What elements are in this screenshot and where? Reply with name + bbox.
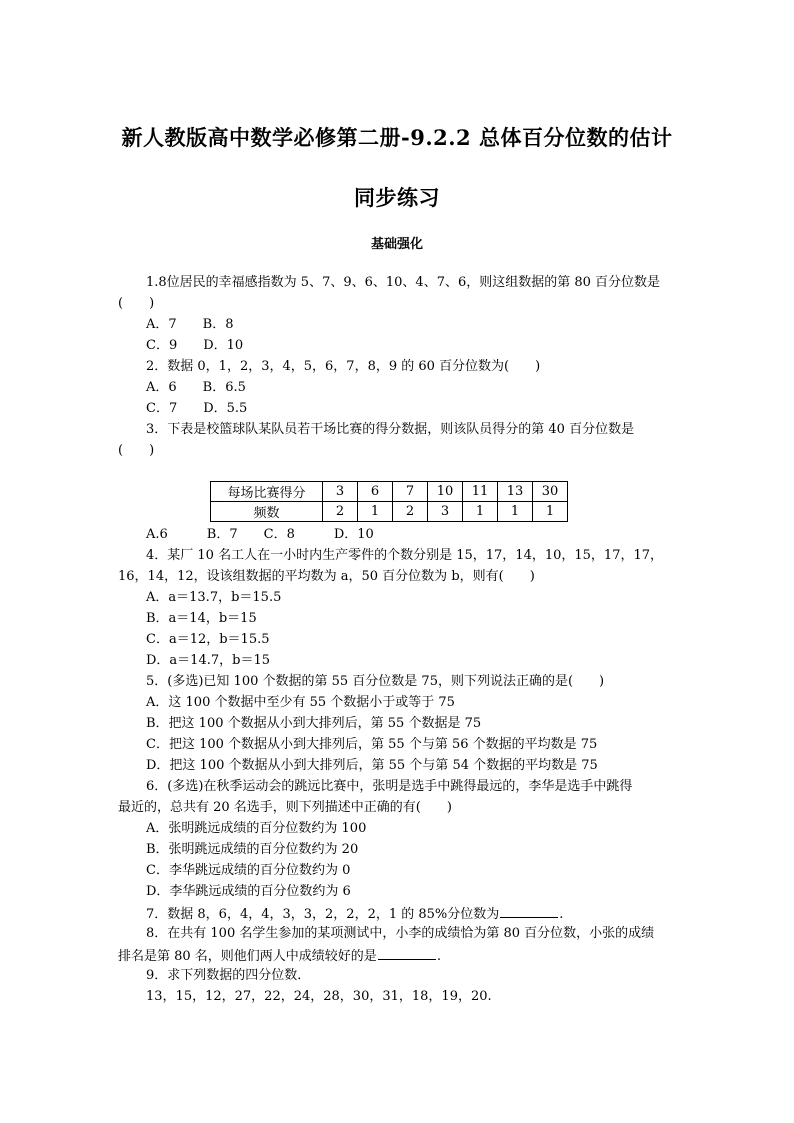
table-cell: 11 [463, 482, 498, 502]
question-8-text: 8．在共有 100 名学生参加的某项测试中，小李的成绩恰为第 80 百分位数，小张的成绩 [146, 926, 655, 941]
question-5-option-b: B．把这 100 个数据从小到大排列后，第 55 个数据是 75 [146, 716, 482, 731]
question-3-paren: ( ) [118, 443, 155, 458]
question-4-option-c: C．a＝12，b＝15.5 [146, 632, 270, 647]
question-6-text: 6．(多选)在秋季运动会的跳远比赛中，张明是选手中跳得最远的，李华是选手中跳得 [146, 779, 633, 794]
table-cell: 7 [393, 482, 428, 502]
question-1-text: 1.8位居民的幸福感指数为 5、7、9、6、10、4、7、6，则这组数据的第 80 百分位数是 [146, 275, 661, 290]
table-header-cell: 每场比赛得分 [211, 482, 323, 502]
question-7-text: 7．数据 8，6，4，4，3，3，2，2，2，1 的 85%分位数为 [146, 907, 500, 922]
table-cell: 30 [533, 482, 568, 502]
question-1-options-ab: A．7 B．8 [146, 317, 234, 332]
score-frequency-table [210, 481, 568, 522]
question-6-text-cont: 最近的，总共有 20 名选手，则下列描述中正确的有( ) [118, 800, 452, 815]
question-6-option-d: D．李华跳远成绩的百分位数约为 6 [146, 884, 351, 899]
question-8 [118, 947, 441, 965]
question-2-text: 2．数据 0，1，2，3，4，5，6，7，8，9 的 60 百分位数为( ) [146, 359, 541, 374]
table-cell: 1 [463, 502, 498, 522]
table-cell: 1 [533, 502, 568, 522]
question-6-option-b: B．张明跳远成绩的百分位数约为 20 [146, 842, 359, 857]
question-1-options-cd: C．9 D．10 [146, 338, 244, 353]
table-cell: 13 [498, 482, 533, 502]
answer-blank [500, 905, 558, 918]
question-4-text-cont: 16，14，12，设该组数据的平均数为 a，50 百分位数为 b，则有( ) [118, 569, 535, 584]
question-7-period: . [559, 907, 564, 922]
question-6-option-c: C．李华跳远成绩的百分位数约为 0 [146, 863, 351, 878]
answer-blank [378, 947, 436, 960]
question-1-paren: ( ) [118, 296, 155, 311]
table-header-cell: 频数 [211, 502, 323, 522]
question-7 [146, 905, 563, 923]
page-subtitle: 同步练习 [354, 185, 440, 210]
question-3-options: A.6 B．7 C．8 D．10 [146, 527, 374, 542]
question-4-option-b: B．a＝14，b＝15 [146, 611, 257, 626]
table-row-frequency [211, 502, 568, 522]
question-5-text: 5．(多选)已知 100 个数据的第 55 百分位数是 75，则下列说法正确的是( ) [146, 674, 605, 689]
question-4-option-a: A．a＝13.7，b＝15.5 [146, 590, 282, 605]
table-cell: 2 [323, 502, 358, 522]
table-cell: 10 [428, 482, 463, 502]
question-9-data: 13，15，12，27，22，24，28，30，31，18，19，20. [146, 989, 492, 1004]
question-2-options-ab: A．6 B．6.5 [146, 380, 246, 395]
question-5-option-a: A．这 100 个数据中至少有 55 个数据小于或等于 75 [146, 695, 455, 710]
question-5-option-c: C．把这 100 个数据从小到大排列后，第 55 个与第 56 个数据的平均数是 75 [146, 737, 598, 752]
table-cell: 3 [323, 482, 358, 502]
question-9-text: 9．求下列数据的四分位数． [146, 968, 311, 983]
table-cell: 1 [498, 502, 533, 522]
question-6-option-a: A．张明跳远成绩的百分位数约为 100 [146, 821, 367, 836]
question-8-text-cont: 排名是第 80 名，则他们两人中成绩较好的是 [118, 949, 377, 964]
question-8-period: . [436, 949, 441, 964]
question-3-text: 3．下表是校篮球队某队员若干场比赛的得分数据，则该队员得分的第 40 百分位数是 [146, 422, 635, 437]
question-2-options-cd: C．7 D．5.5 [146, 401, 248, 416]
question-4-text: 4．某厂 10 名工人在一小时内生产零件的个数分别是 15，17，14，10，15，17，17， [146, 548, 664, 563]
section-heading: 基础强化 [370, 237, 423, 252]
page-title: 新人教版高中数学必修第二册-9.2.2 总体百分位数的估计 [121, 125, 673, 150]
table-cell: 3 [428, 502, 463, 522]
table-cell: 1 [358, 502, 393, 522]
table-row-scores [211, 482, 568, 502]
question-4-option-d: D．a＝14.7，b＝15 [146, 653, 270, 668]
table-cell: 2 [393, 502, 428, 522]
table-cell: 6 [358, 482, 393, 502]
question-5-option-d: D．把这 100 个数据从小到大排列后，第 55 个与第 54 个数据的平均数是 75 [146, 758, 598, 773]
